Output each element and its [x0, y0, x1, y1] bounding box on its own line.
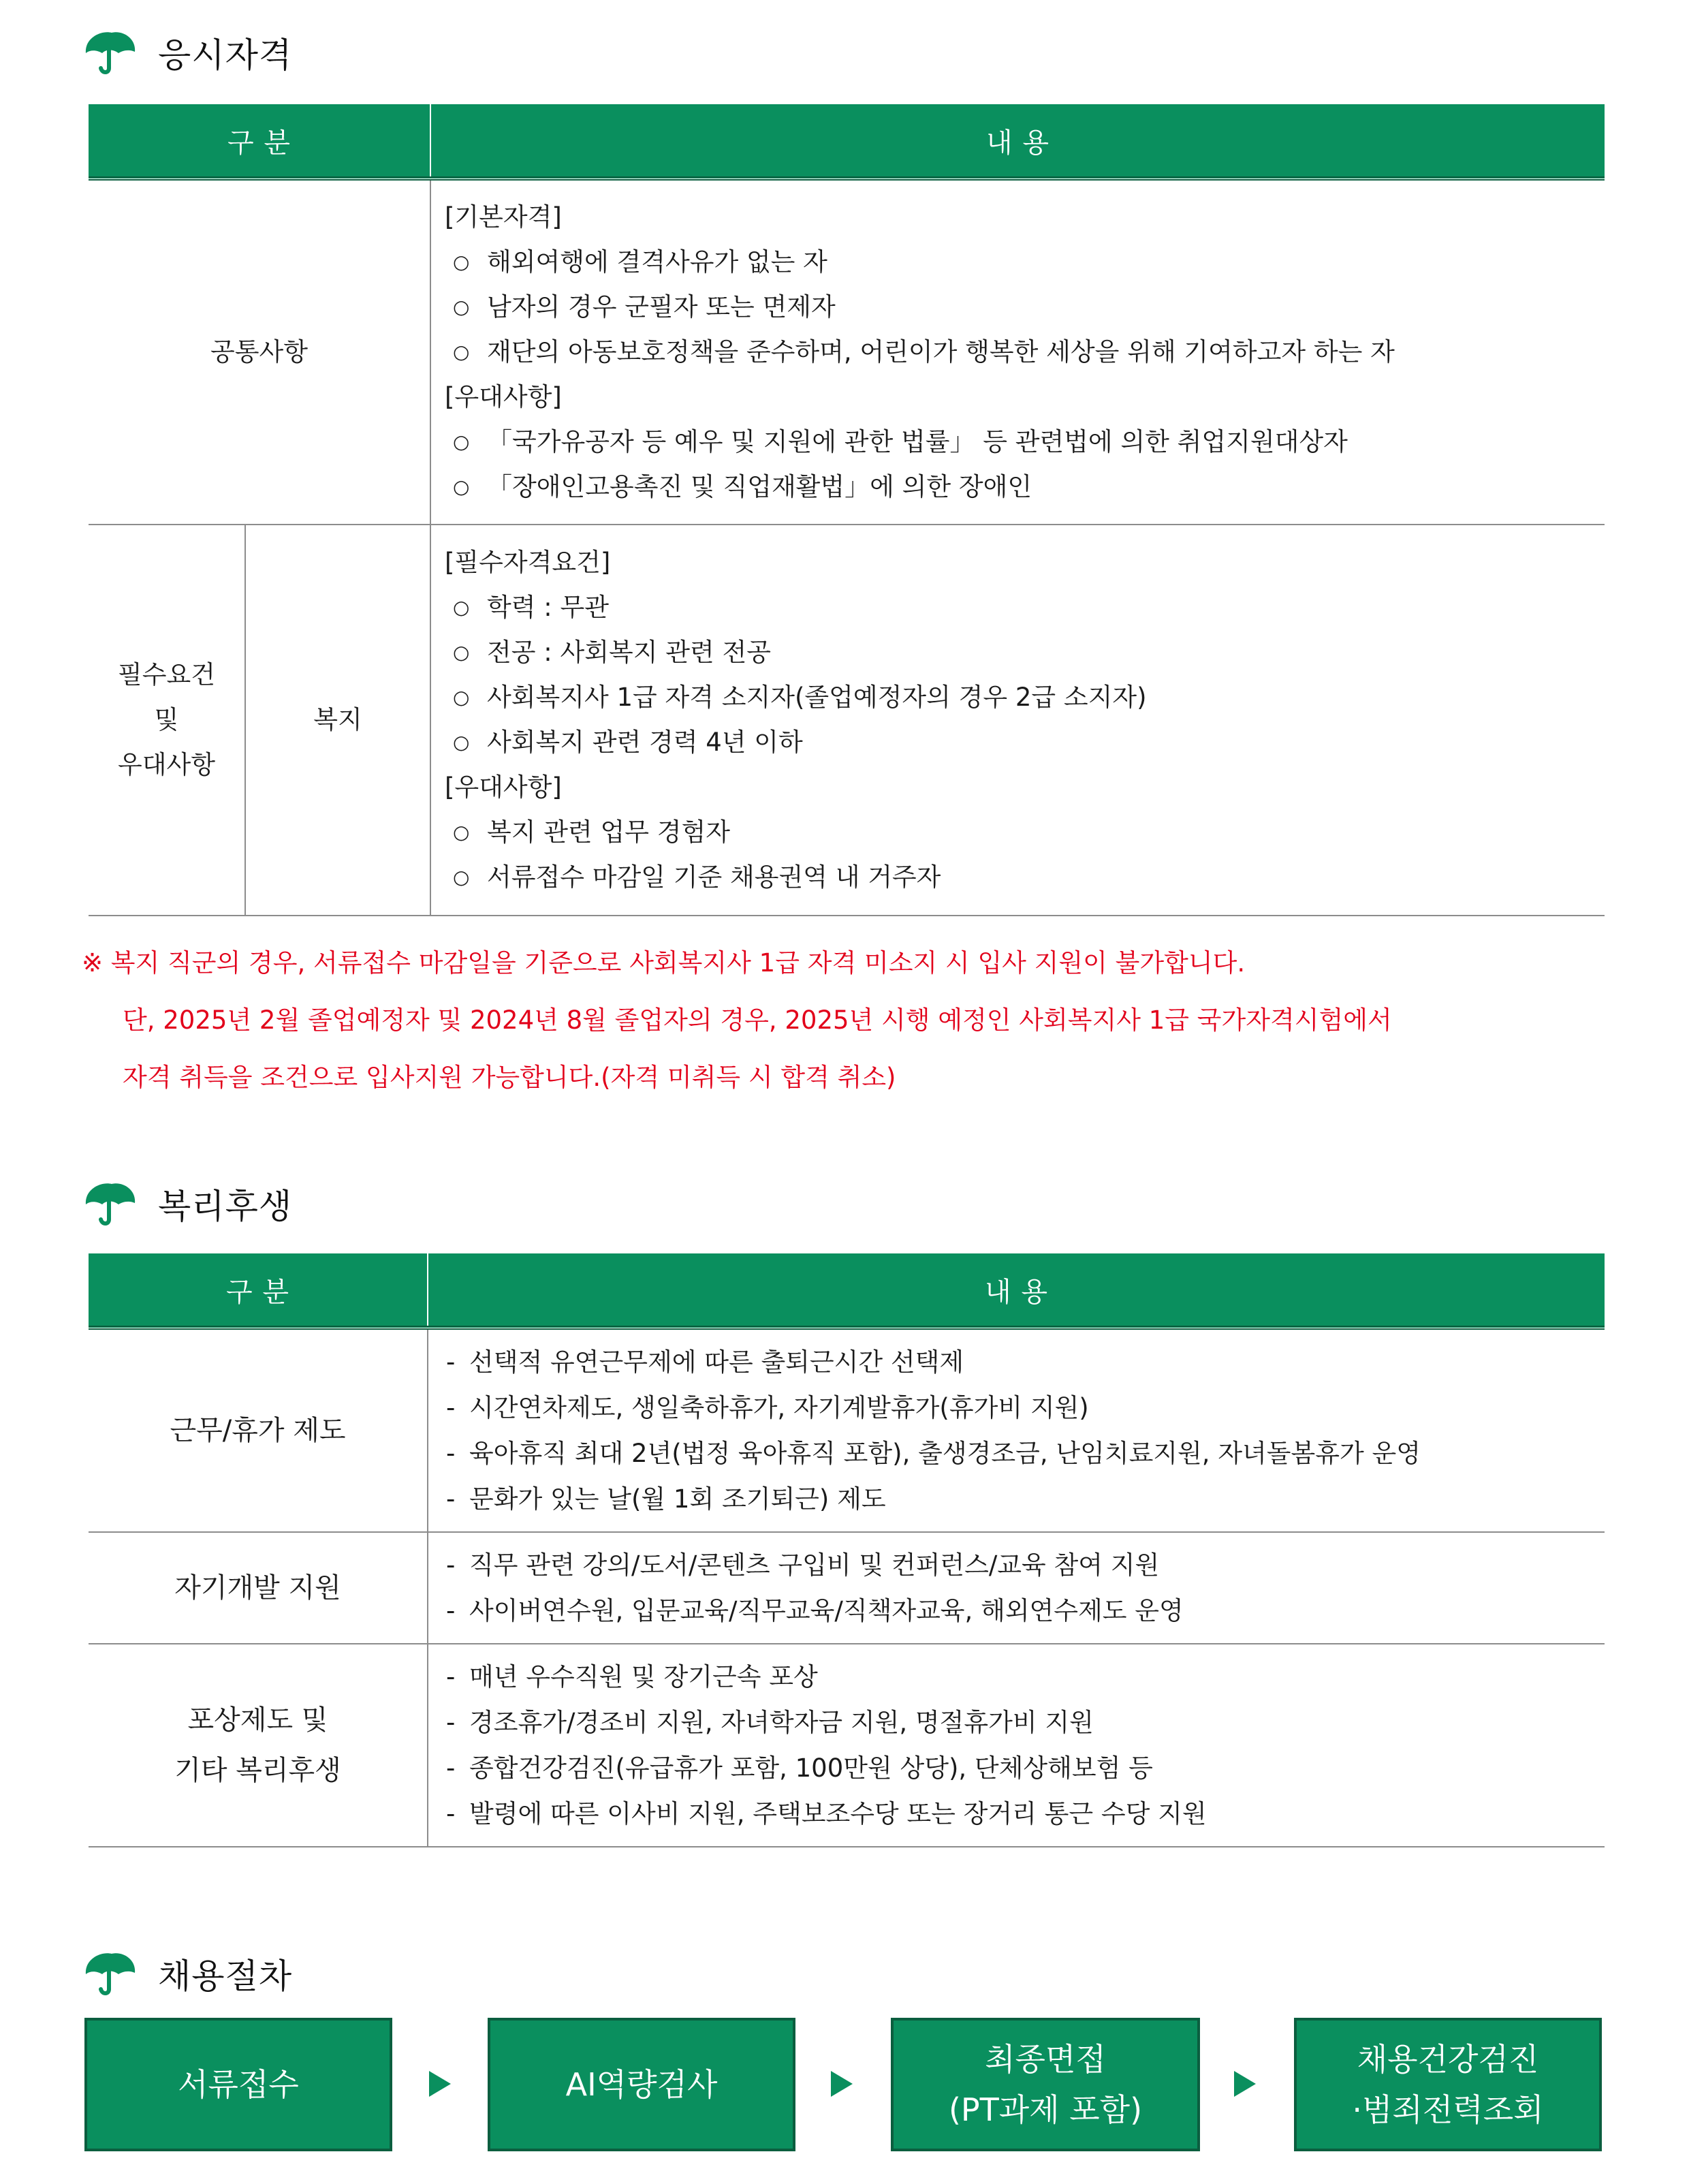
section-title: 응시자격 [158, 35, 293, 75]
list-item: ○ 「장애인고용촉진 및 직업재활법」에 의한 장애인 [445, 465, 1605, 510]
bullet-icon: ○ [453, 475, 470, 498]
process-step-ai-test: AI역량검사 [488, 2018, 795, 2151]
header-category: 구 분 [89, 1253, 428, 1328]
table-row-welfare [89, 525, 1605, 916]
umbrella-tree-icon [82, 29, 138, 76]
bullet-icon: ○ [453, 341, 470, 363]
bullet-icon: ○ [453, 821, 470, 843]
list-item: - 문화가 있는 날(월 1회 조기퇴근) 제도 [446, 1484, 886, 1514]
pref-heading: [우대사항] [445, 773, 562, 802]
list-item: ○ 남자의 경우 군필자 또는 면제자 [445, 285, 1605, 330]
benefits-table [89, 1253, 1605, 1847]
notice-line: 자격 취득을 조건으로 입사지원 가능합니다.(자격 미취득 시 합격 취소) [123, 1063, 896, 1092]
table-row [89, 1328, 1605, 1532]
list-item: ○ 학력 : 무관 [445, 585, 1605, 630]
arrow-right-icon [831, 2071, 853, 2097]
row-label-requirements: 필수요건 및 우대사항 [89, 525, 245, 916]
list-item: - 직무 관련 강의/도서/콘텐츠 구입비 및 컨퍼런스/교육 참여 지원 [446, 1550, 1160, 1580]
arrow-right-icon [429, 2071, 451, 2097]
process-step-document: 서류접수 [84, 2018, 392, 2151]
table-row [89, 1532, 1605, 1644]
row-content [428, 1644, 1605, 1847]
bullet-icon: ○ [453, 431, 470, 453]
list-item: ○ 서류접수 마감일 기준 채용권역 내 거주자 [445, 855, 1605, 900]
list-item: - 매년 우수직원 및 장기근속 포상 [446, 1662, 818, 1691]
row-content-welfare [430, 525, 1605, 916]
bullet-icon: ○ [453, 596, 470, 619]
process-step-interview: 최종면접 (PT과제 포함) [891, 2018, 1200, 2151]
table-row [89, 1644, 1605, 1847]
bullet-icon: ○ [453, 296, 470, 318]
list-item: - 육아휴직 최대 2년(법정 육아휴직 포함), 출생경조금, 난임치료지원, 자녀돌봄휴가 운영 [446, 1439, 1421, 1468]
section-title: 복리후생 [158, 1187, 293, 1226]
list-item: - 발령에 따른 이사비 지원, 주택보조수당 또는 장거리 통근 수당 지원 [446, 1799, 1207, 1828]
table-row-common [89, 178, 1605, 525]
row-content [428, 1328, 1605, 1532]
list-item: ○ 전공 : 사회복지 관련 전공 [445, 630, 1605, 675]
row-content [428, 1532, 1605, 1644]
list-item: ○ 복지 관련 업무 경험자 [445, 810, 1605, 855]
row-label: 자기개발 지원 [89, 1532, 428, 1644]
notice-line: 단, 2025년 2월 졸업예정자 및 2024년 8월 졸업자의 경우, 2025년 시행 예정인 사회복지사 1급 국가자격시험에서 [123, 1005, 1392, 1035]
arrow-right-icon [1234, 2071, 1256, 2097]
pref-heading: [우대사항] [445, 382, 562, 411]
list-item: ○ 사회복지사 1급 자격 소지자(졸업예정자의 경우 2급 소지자) [445, 675, 1605, 720]
bullet-icon: ○ [453, 251, 470, 273]
qualification-table [89, 104, 1605, 916]
row-label: 포상제도 및 기타 복리후생 [89, 1644, 428, 1847]
section-header-qualification [82, 22, 292, 83]
list-item: - 사이버연수원, 입문교육/직무교육/직책자교육, 해외연수제도 운영 [446, 1596, 1184, 1625]
header-content: 내 용 [428, 1253, 1605, 1328]
list-item: ○ 재단의 아동보호정책을 준수하며, 어린이가 행복한 세상을 위해 기여하고자 하는 자 [445, 330, 1605, 375]
row-label-common: 공통사항 [89, 178, 430, 525]
notice-text [82, 935, 1392, 1106]
bullet-icon: ○ [453, 641, 470, 664]
list-item: - 종합건강검진(유급휴가 포함, 100만원 상당), 단체상해보험 등 [446, 1753, 1153, 1783]
notice-line: ※ 복지 직군의 경우, 서류접수 마감일을 기준으로 사회복지사 1급 자격 미소지 시 입사 지원이 불가합니다. [82, 948, 1246, 978]
list-item: ○ 해외여행에 결격사유가 없는 자 [445, 240, 1605, 285]
row-content-common [430, 178, 1605, 525]
header-content: 내 용 [430, 104, 1605, 178]
umbrella-tree-icon [82, 1180, 138, 1228]
list-item: ○ 사회복지 관련 경력 4년 이하 [445, 720, 1605, 765]
section-title: 채용절차 [158, 1956, 293, 1996]
row-sublabel-welfare: 복지 [245, 525, 430, 916]
section-header-process [82, 1943, 292, 2004]
basic-heading: [기본자격] [445, 202, 562, 232]
list-item: - 경조휴가/경조비 지원, 자녀학자금 지원, 명절휴가비 지원 [446, 1708, 1094, 1737]
process-step-health-check: 채용건강검진 ·범죄전력조회 [1294, 2018, 1602, 2151]
list-item: - 선택적 유연근무제에 따른 출퇴근시간 선택제 [446, 1347, 964, 1377]
umbrella-tree-icon [82, 1950, 138, 1997]
list-item: ○ 「국가유공자 등 예우 및 지원에 관한 법률」 등 관련법에 의한 취업지원대상자 [445, 420, 1605, 465]
req-heading: [필수자격요건] [445, 548, 611, 577]
list-item: - 시간연차제도, 생일축하휴가, 자기계발휴가(휴가비 지원) [446, 1393, 1089, 1422]
section-header-benefits [82, 1173, 292, 1234]
row-label: 근무/휴가 제도 [89, 1328, 428, 1532]
bullet-icon: ○ [453, 731, 470, 753]
bullet-icon: ○ [453, 866, 470, 888]
bullet-icon: ○ [453, 686, 470, 708]
header-category: 구 분 [89, 104, 430, 178]
